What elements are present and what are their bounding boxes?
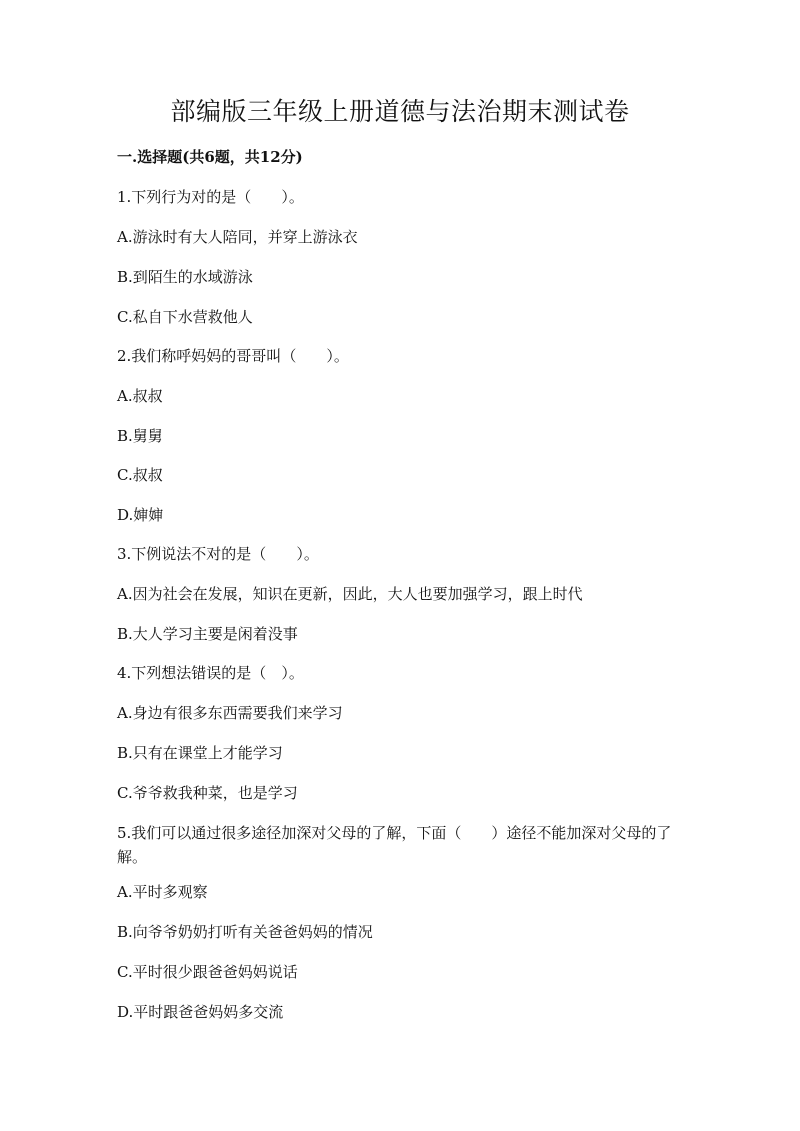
question-2-stem: 2.我们称呼妈妈的哥哥叫（ ）。 <box>117 347 349 365</box>
question-5-option-b: B.向爷爷奶奶打听有关爸爸妈妈的情况 <box>117 923 373 941</box>
question-2-option-d: D.婶婶 <box>117 506 164 524</box>
question-4-option-b: B.只有在课堂上才能学习 <box>117 744 283 762</box>
question-1-option-c: C.私自下水营救他人 <box>117 308 253 326</box>
question-3-option-a: A.因为社会在发展，知识在更新，因此，大人也要加强学习，跟上时代 <box>117 585 583 603</box>
question-5-option-c: C.平时很少跟爸爸妈妈说话 <box>117 963 298 981</box>
section-heading: 一.选择题(共6题，共12分) <box>117 148 303 166</box>
question-2-option-b: B.舅舅 <box>117 427 163 445</box>
question-3-option-b: B.大人学习主要是闲着没事 <box>117 625 298 643</box>
question-5-option-a: A.平时多观察 <box>117 883 208 901</box>
question-1-option-b: B.到陌生的水域游泳 <box>117 268 253 286</box>
question-2-option-a: A.叔叔 <box>117 387 163 405</box>
question-3-stem: 3.下例说法不对的是（ ）。 <box>117 545 319 563</box>
question-1-option-a: A.游泳时有大人陪同，并穿上游泳衣 <box>117 228 358 246</box>
question-1-stem: 1.下列行为对的是（ ）。 <box>117 188 304 206</box>
question-4-option-c: C.爷爷救我种菜，也是学习 <box>117 784 298 802</box>
question-5-option-d: D.平时跟爸爸妈妈多交流 <box>117 1003 284 1021</box>
question-2-option-c: C.叔叔 <box>117 466 163 484</box>
question-4-option-a: A.身边有很多东西需要我们来学习 <box>117 704 343 722</box>
page-title: 部编版三年级上册道德与法治期末测试卷 <box>170 97 630 126</box>
question-4-stem: 4.下列想法错误的是（ ）。 <box>117 664 304 682</box>
question-5-stem: 5.我们可以通过很多途径加深对父母的了解，下面（ ）途径不能加深对父母的了解。 <box>117 824 672 866</box>
